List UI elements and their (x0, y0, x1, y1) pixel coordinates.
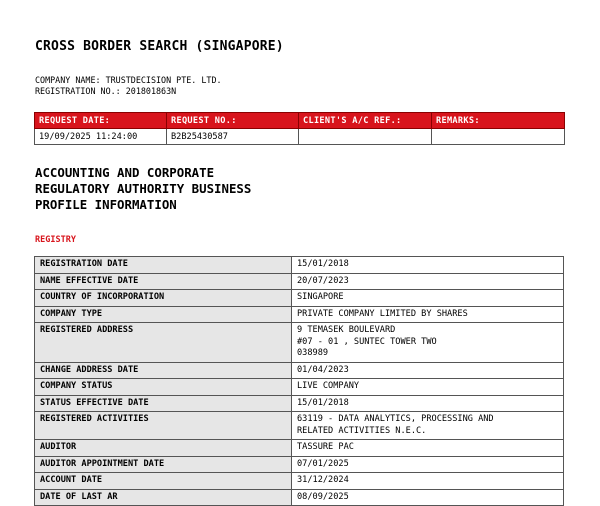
request-no-header: REQUEST NO.: (167, 113, 299, 129)
registry-key: REGISTERED ACTIVITIES (35, 412, 292, 440)
request-date-header: REQUEST DATE: (35, 113, 167, 129)
registry-key: AUDITOR APPOINTMENT DATE (35, 456, 292, 473)
section-heading (35, 165, 251, 213)
registry-table (34, 256, 564, 506)
registry-key: REGISTRATION DATE (35, 257, 292, 274)
registry-value: 15/01/2018 (292, 395, 564, 412)
section-heading-line: PROFILE INFORMATION (35, 197, 177, 212)
registry-value: 15/01/2018 (292, 257, 564, 274)
company-name-line: COMPANY NAME: TRUSTDECISION PTE. LTD. (35, 75, 222, 85)
registry-row (35, 395, 564, 412)
registry-key: AUDITOR (35, 440, 292, 457)
request-date-value: 19/09/2025 11:24:00 (35, 129, 167, 145)
registry-row (35, 440, 564, 457)
registry-key: COMPANY STATUS (35, 379, 292, 396)
request-table-row (35, 129, 565, 145)
registry-value: 08/09/2025 (292, 489, 564, 506)
registry-value: TASSURE PAC (292, 440, 564, 457)
registry-label: REGISTRY (35, 235, 76, 245)
request-table (34, 112, 565, 145)
registry-value: 07/01/2025 (292, 456, 564, 473)
registry-value: 01/04/2023 (292, 362, 564, 379)
registry-key: STATUS EFFECTIVE DATE (35, 395, 292, 412)
registry-key: DATE OF LAST AR (35, 489, 292, 506)
registry-value: 63119 - DATA ANALYTICS, PROCESSING AND RELATED ACTIVITIES N.E.C. (292, 412, 564, 440)
page-title: CROSS BORDER SEARCH (SINGAPORE) (35, 39, 284, 54)
registry-key: CHANGE ADDRESS DATE (35, 362, 292, 379)
remarks-value (432, 129, 565, 145)
registry-row (35, 362, 564, 379)
registry-key: NAME EFFECTIVE DATE (35, 273, 292, 290)
registry-value: 31/12/2024 (292, 473, 564, 490)
registry-key: COUNTRY OF INCORPORATION (35, 290, 292, 307)
registry-key: ACCOUNT DATE (35, 473, 292, 490)
company-info (35, 75, 222, 97)
request-no-value: B2B25430587 (167, 129, 299, 145)
registry-row (35, 456, 564, 473)
client-ref-header: CLIENT'S A/C REF.: (299, 113, 432, 129)
registry-value: PRIVATE COMPANY LIMITED BY SHARES (292, 306, 564, 323)
section-heading-line: REGULATORY AUTHORITY BUSINESS (35, 181, 252, 196)
registry-key: COMPANY TYPE (35, 306, 292, 323)
registry-row (35, 473, 564, 490)
section-heading-line: ACCOUNTING AND CORPORATE (35, 165, 215, 180)
registration-no-line: REGISTRATION NO.: 201801863N (35, 86, 177, 96)
registry-row (35, 273, 564, 290)
registry-row (35, 306, 564, 323)
registry-row (35, 323, 564, 363)
registry-value: SINGAPORE (292, 290, 564, 307)
registry-row (35, 379, 564, 396)
registry-value: 9 TEMASEK BOULEVARD #07 - 01 , SUNTEC TOWER TWO 038989 (292, 323, 564, 363)
registry-value: 20/07/2023 (292, 273, 564, 290)
registry-row (35, 290, 564, 307)
registry-row (35, 257, 564, 274)
registry-row (35, 489, 564, 506)
registry-key: REGISTERED ADDRESS (35, 323, 292, 363)
request-table-header-row (35, 113, 565, 129)
registry-value: LIVE COMPANY (292, 379, 564, 396)
registry-row (35, 412, 564, 440)
remarks-header: REMARKS: (432, 113, 565, 129)
client-ref-value (299, 129, 432, 145)
